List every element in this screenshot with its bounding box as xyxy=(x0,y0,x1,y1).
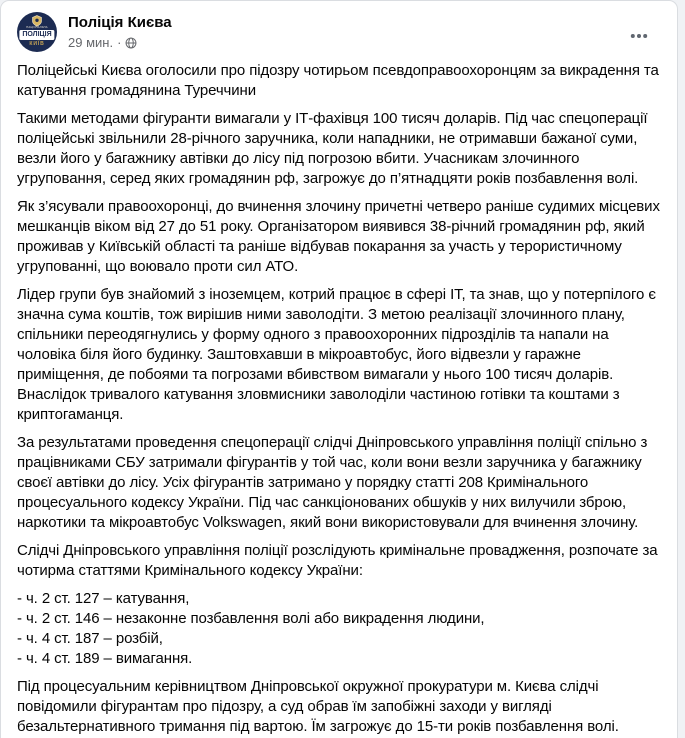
avatar-kyiv-label: КИЇВ xyxy=(29,41,45,47)
article-list-item: - ч. 4 ст. 189 – вимагання. xyxy=(17,650,193,667)
post-paragraph: За результатами проведення спецоперації слідчі Дніпровського управління поліції спільно з працівниками СБУ затримали фігурантів у той час, коли вони везли заручника у багажнику своєї автівки до лісу. Усіх фігурантів затримано у порядку статті 208 Кримінального процесуального кодексу України. Під час санкціонованих обшуків у них вилучили зброю, наркотики та мікроавтобус Volkswagen, який вони використовували для вчинення злочину. xyxy=(17,434,648,531)
avatar-national-label: НАЦІОНАЛЬНА xyxy=(26,26,48,29)
page-avatar[interactable] xyxy=(17,12,57,52)
article-list-item: - ч. 4 ст. 187 – розбій, xyxy=(17,630,163,647)
page-name-link[interactable]: Поліція Києва xyxy=(68,14,172,31)
post-body xyxy=(1,52,677,737)
ellipsis-icon xyxy=(629,26,649,46)
post-options-button[interactable] xyxy=(623,20,655,52)
post-paragraph: Слідчі Дніпровського управління поліції розслідують кримінальне провадження, розпочате за чотирма статтями Кримінального кодексу України: xyxy=(17,542,658,579)
article-list-item: - ч. 2 ст. 127 – катування, xyxy=(17,590,190,607)
post-meta xyxy=(68,34,623,51)
post-article-list xyxy=(17,589,661,669)
post-paragraph: Поліцейські Києва оголосили про підозру чотирьом псевдоправоохоронцям за викрадення та катування громадянина Туреччини xyxy=(17,62,659,99)
meta-separator: · xyxy=(117,35,122,50)
post-timestamp[interactable]: 29 мин. xyxy=(68,35,114,50)
post-paragraph: Як з’ясували правоохоронці, до вчинення злочину причетні четверо раніше судимих місцевих мешканців віком від 27 до 51 року. Організатором виявився 38-річний громадянин рф, який проживав у Київській області та раніше відбував покарання за участь у терористичному угрупованні, що воювало проти сил АТО. xyxy=(17,198,660,275)
post-paragraph: Лідер групи був знайомий з іноземцем, котрий працює в сфері ІТ, та знав, що у потерпілого є значна сума коштів, тож вирішив ними заволодіти. З метою реалізації злочинного плану, спільники переодягнулись у форму одного з правоохоронних підрозділів та напали на чоловіка біля його будинку. Заштовхавши в мікроавтобус, його відвезли у гаражне приміщення, де побоями та погрозами вбивством вимагали у нього 100 тисяч доларів. Внаслідок тривалого катування зловмисники заволоділи частиною готівки та коштами з криптогаманця. xyxy=(17,286,656,423)
privacy-globe-icon xyxy=(125,37,137,49)
article-list-item: - ч. 2 ст. 146 – незаконне позбавлення волі або викрадення людини, xyxy=(17,610,485,627)
post-paragraph: Під процесуальним керівництвом Дніпровської окружної прокуратури м. Києва слідчі повідомили фігурантам про підозру, а суд обрав їм запобіжні заходи у вигляді безальтернативного тримання під вартою. Їм загрожує до 15-ти років позбавлення волі. xyxy=(17,678,619,735)
post-header xyxy=(1,1,677,52)
avatar-police-label: ПОЛІЦІЯ xyxy=(19,30,54,40)
post-paragraph: Такими методами фігуранти вимагали у ІТ-фахівця 100 тисяч доларів. Під час спецоперації поліцейські звільнили 28-річного заручника, коли нападники, не отримавши бажаної суми, везли його у багажнику автівки до лісу під погрозою вбити. Учасникам злочинного угруповання, серед яких громадянин рф, загрожує до п’ятнадцяти років позбавлення волі. xyxy=(17,110,648,187)
post-header-text xyxy=(68,12,623,51)
